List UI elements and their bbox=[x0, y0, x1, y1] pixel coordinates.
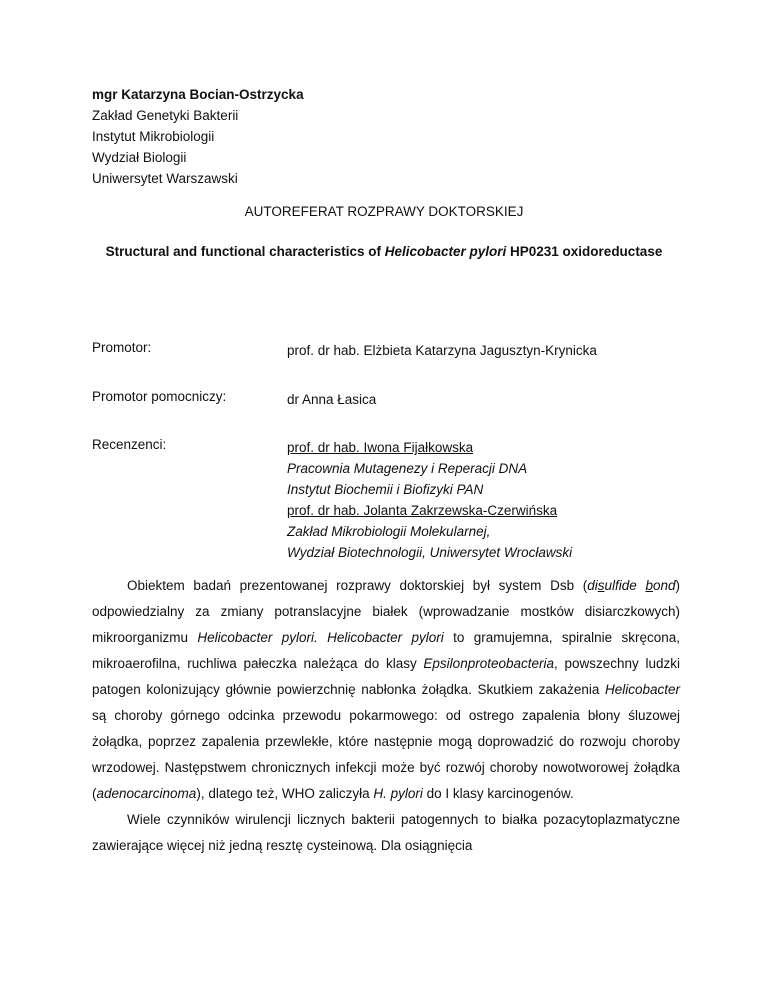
reviewer-2-affiliation-1: Zakład Mikrobiologii Molekularnej, bbox=[287, 524, 491, 539]
author-block bbox=[92, 84, 304, 189]
affiliation-faculty: Wydział Biologii bbox=[92, 150, 187, 165]
promotor-label: Promotor: bbox=[92, 340, 152, 355]
reviewer-1 bbox=[287, 437, 527, 500]
recenzenci-label: Recenzenci: bbox=[92, 437, 167, 452]
author-name: mgr Katarzyna Bocian-Ostrzycka bbox=[92, 87, 304, 102]
reviewer-2-affiliation-2: Wydział Biotechnologii, Uniwersytet Wrocławski bbox=[287, 545, 573, 560]
thesis-title bbox=[0, 244, 768, 259]
reviewer-1-name: prof. dr hab. Iwona Fijałkowska bbox=[287, 440, 474, 455]
reviewer-2 bbox=[287, 500, 572, 563]
promotor-pomocniczy-value bbox=[287, 389, 376, 410]
body-text bbox=[92, 573, 680, 859]
promotor-pomocniczy-label: Promotor pomocniczy: bbox=[92, 389, 227, 404]
paragraph-2: Wiele czynników wirulencji licznych bakterii patogennych to białka pozacytoplazmatyczne zawierające więcej niż jedną resztę cysteinową. Dla osiągnięcia bbox=[92, 812, 680, 853]
title-part: Structural and functional characteristics of bbox=[105, 244, 385, 259]
reviewer-1-affiliation-1: Pracownia Mutagenezy i Reperacji DNA bbox=[287, 461, 528, 476]
title-part: HP0231 oxidoreductase bbox=[506, 244, 663, 259]
affiliation-department: Zakład Genetyki Bakterii bbox=[92, 108, 239, 123]
title-italic-part: Helicobacter pylori bbox=[384, 244, 507, 259]
reviewer-1-affiliation-2: Instytut Biochemii i Biofizyki PAN bbox=[287, 482, 484, 497]
affiliation-university: Uniwersytet Warszawski bbox=[92, 171, 238, 186]
reviewer-2-name: prof. dr hab. Jolanta Zakrzewska-Czerwińska bbox=[287, 503, 558, 518]
promotor-pomocniczy-name: dr Anna Łasica bbox=[287, 392, 377, 407]
affiliation-institute: Instytut Mikrobiologii bbox=[92, 129, 215, 144]
document-type: AUTOREFERAT ROZPRAWY DOKTORSKIEJ bbox=[244, 204, 524, 219]
paragraph-1: Obiektem badań prezentowanej rozprawy doktorskiej był system Dsb (disulfide bond) odpowiedzialny za zmiany potranslacyjne białek (wprowadzanie mostków disiarczkowych) mikroorganizmu Helicobacter pylori. Helicobacter pylori to gramujemna, spiralnie skręcona, mikroaerofilna, ruchliwa pałeczka należąca do klasy Epsilonproteobacteria, powszechny ludzki patogen kolonizujący głównie powierzchnię nabłonka żołądka. Skutkiem zakażenia Helicobacter są choroby górnego odcinka przewodu pokarmowego: od ostrego zapalenia błony śluzowej żołądka, poprzez zapalenia przewlekłe, które następnie mogą doprowadzić do rozwoju choroby wrzodowej. Następstwem chronicznych infekcji może być rozwój choroby nowotworowej żołądka (adenocarcinoma), dlatego też, WHO zaliczyła H. pylori do I klasy karcinogenów. bbox=[92, 578, 680, 801]
promotor-name: prof. dr hab. Elżbieta Katarzyna Jagusztyn-Krynicka bbox=[287, 343, 597, 358]
promotor-value bbox=[287, 340, 597, 361]
